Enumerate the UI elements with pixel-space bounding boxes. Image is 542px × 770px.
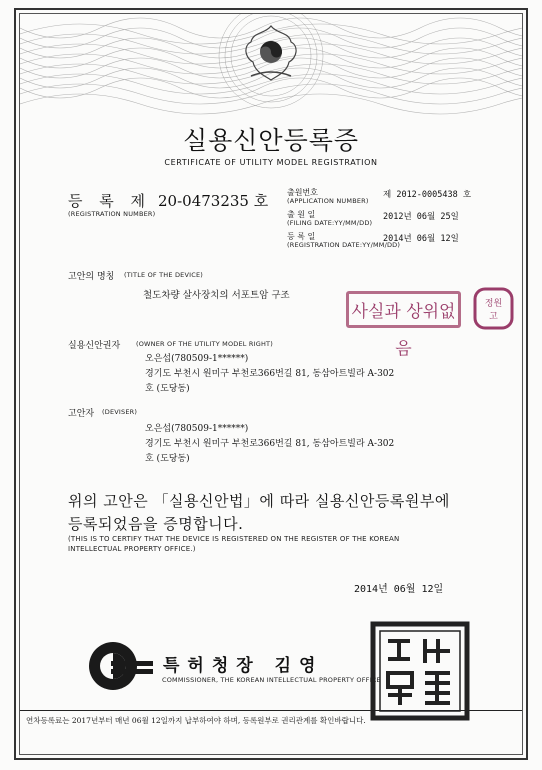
owner-label: 실용신안권자 — [68, 341, 121, 351]
svg-text:고: 고 — [489, 312, 498, 322]
footer-divider — [20, 710, 522, 711]
kipo-emblem-icon — [87, 640, 153, 692]
filing-date: 2012년 06월 25일 — [383, 212, 459, 222]
reg-date-label-en: (REGISTRATION DATE:YY/MM/DD) — [287, 241, 401, 249]
application-label-en: (APPLICATION NUMBER) — [287, 197, 369, 205]
deviser-address-line2: 호 (도당동) — [145, 454, 190, 464]
device-title-label-en: (TITLE OF THE DEVICE) — [124, 271, 203, 279]
svg-text:정원: 정원 — [484, 299, 503, 309]
approval-seal-icon — [473, 287, 514, 330]
certification-en-line2: INTELLECTUAL PROPERTY OFFICE.) — [68, 545, 196, 553]
certification-line2: 등록되었음을 증명합니다. — [68, 515, 244, 533]
owner-name: 오은섭(780509-1******) — [145, 354, 249, 364]
owner-address-line1: 경기도 부천시 원미구 부천로366번길 81, 동삼아트빌라 A-302 — [145, 369, 395, 379]
certification-en-line1: (THIS IS TO CERTIFY THAT THE DEVICE IS REGISTERED ON THE REGISTER OF THE KOREAN — [68, 535, 400, 543]
filing-label: 출 원 일 — [287, 210, 316, 219]
registration-date: 2014년 06월 12일 — [383, 234, 459, 244]
device-title: 철도차량 살사장치의 서포트암 구조 — [143, 290, 290, 301]
deviser-address-line1: 경기도 부천시 원미구 부천로366번길 81, 동삼아트빌라 A-302 — [145, 439, 395, 449]
application-number: 제 2012-0005438 호 — [383, 190, 472, 200]
registration-number: 20-0473235 호 — [158, 192, 269, 210]
certificate-subtitle: CERTIFICATE OF UTILITY MODEL REGISTRATION — [164, 158, 378, 167]
device-title-label: 고안의 명칭 — [68, 272, 115, 282]
official-seal-icon — [370, 621, 470, 721]
commissioner-name-en: COMMISSIONER, THE KOREAN INTELLECTUAL PROPERTY OFFICE — [162, 676, 381, 684]
application-label: 출원번호 — [287, 188, 318, 197]
owner-address-line2: 호 (도당동) — [145, 384, 190, 394]
issue-date: 2014년 06월 12일 — [354, 584, 444, 595]
commissioner-name: 특허청장 김영 — [163, 656, 324, 676]
footer-note: 연차등록료는 2017년부터 매년 06월 12일까지 납부하여야 하며, 등록원부로 권리관계를 확인바랍니다. — [26, 716, 366, 725]
reg-date-label: 등 록 일 — [287, 232, 316, 241]
owner-label-en: (OWNER OF THE UTILITY MODEL RIGHT) — [136, 340, 273, 348]
certificate-title: 실용신안등록증 — [182, 126, 360, 155]
deviser-label-en: (DEVISER) — [102, 408, 138, 416]
registration-label: 등 록 제 — [68, 192, 152, 210]
certification-line1: 위의 고안은 「실용신안법」에 따라 실용신안등록원부에 — [68, 492, 450, 510]
deviser-label: 고안자 — [68, 409, 95, 419]
registration-label-en: (REGISTRATION NUMBER) — [68, 210, 156, 218]
deviser-name: 오은섭(780509-1******) — [145, 424, 249, 434]
filing-label-en: (FILING DATE:YY/MM/DD) — [287, 219, 373, 227]
verification-stamp: 사실과 상위없음 — [346, 291, 461, 328]
